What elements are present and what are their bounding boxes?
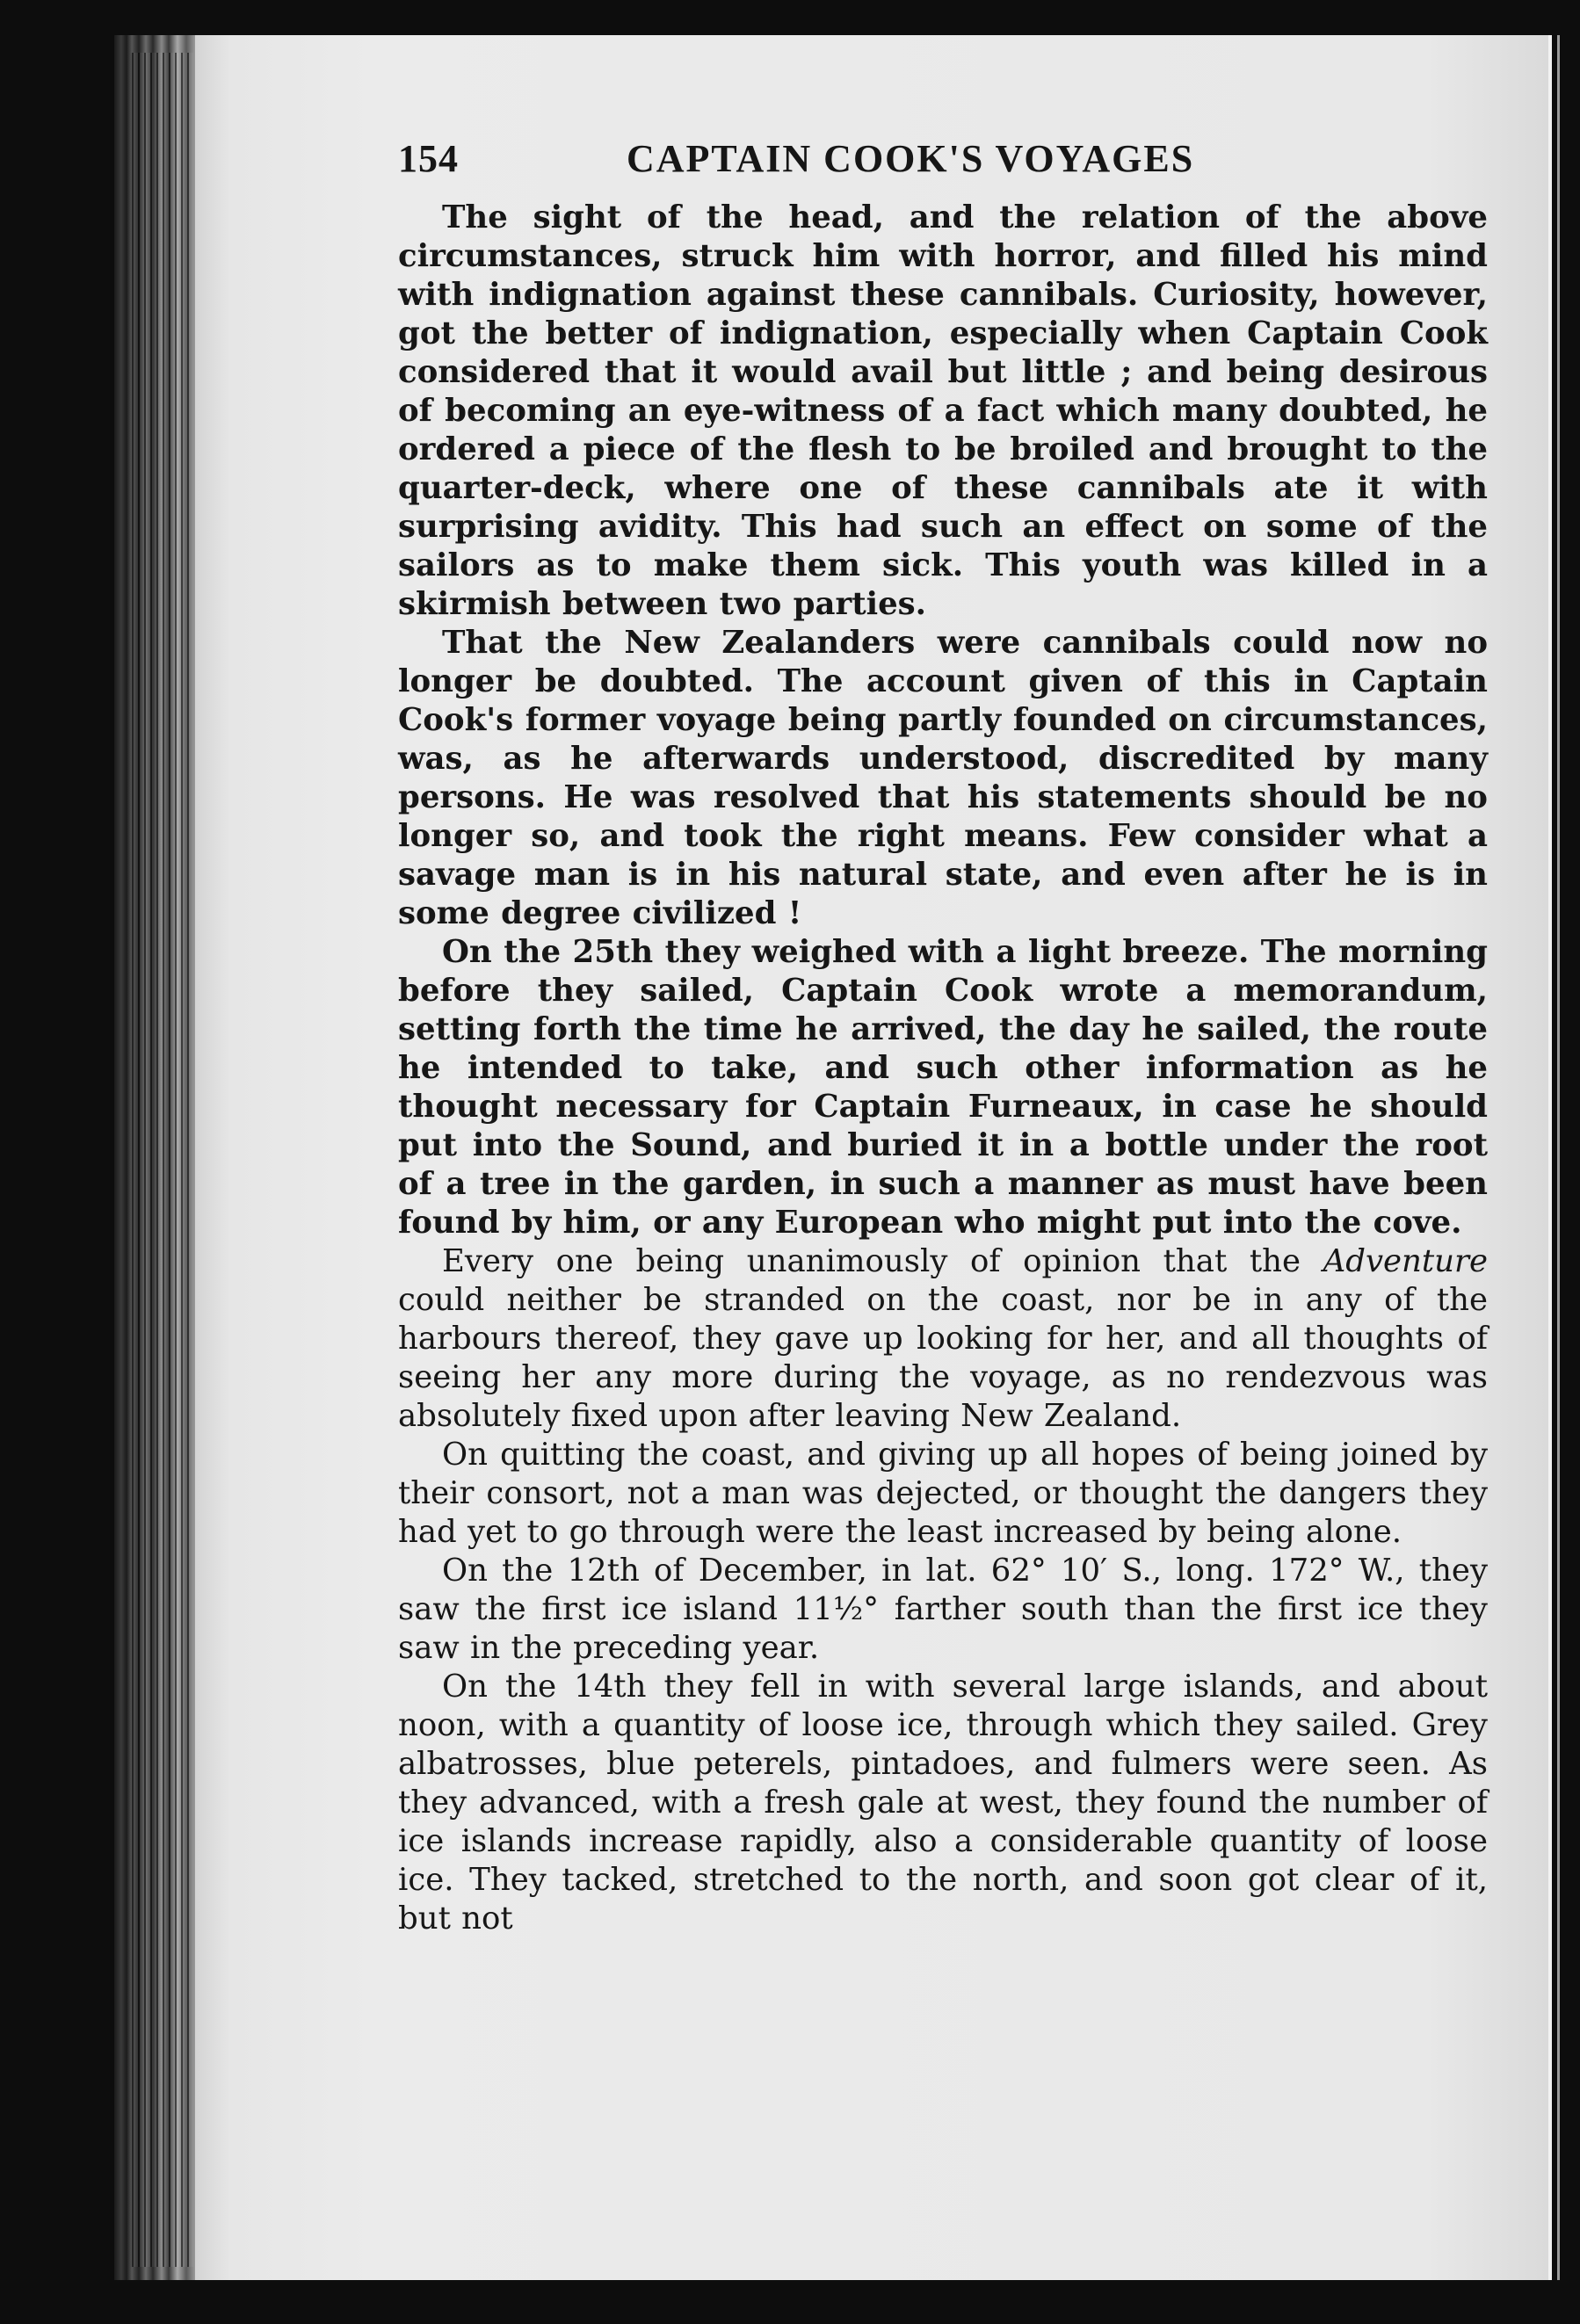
page-edge bbox=[1548, 35, 1552, 2280]
paragraph bbox=[398, 1242, 1488, 1436]
paragraph: On the 14th they fell in with several large islands, and about noon, with a quantity of loose ice, through which they sailed. Grey albatrosses, blue peterels, pintadoes, and fulmers were seen. As they advanced, with a fresh gale at west, they found the number of ice islands increase rapidly, also a considerable quantity of loose ice. They tacked, stretched to the north, and soon got clear of it, but not bbox=[398, 1669, 1488, 1937]
page-edge-shadow bbox=[1557, 35, 1560, 2280]
page-content bbox=[398, 132, 1488, 1938]
body-text bbox=[398, 199, 1488, 1938]
ship-name: Adventure bbox=[1323, 1243, 1488, 1279]
paragraph-text: Every one being unanimously of opinion that the bbox=[442, 1243, 1323, 1279]
page-number: 154 bbox=[398, 137, 459, 180]
page-header bbox=[398, 132, 1488, 186]
paragraph: On quitting the coast, and giving up all hopes of being joined by their consort, not a man was dejected, or thought the dangers they had yet to go through were the least increased by being alone. bbox=[398, 1437, 1488, 1550]
paragraph: On the 25th they weighed with a light breeze. The morning before they sailed, Captain Cook wrote a memorandum, setting forth the time he arrived, the day he sailed, the route he intended to take, and such other information as he thought necessary for Captain Furneaux, in case he should put into the Sound, and buried it in a bottle under the root of a tree in the garden, in such a manner as must have been found by him, or any European who might put into the cove. bbox=[398, 934, 1488, 1241]
paragraph: That the New Zealanders were cannibals could now no longer be doubted. The account given of this in Captain Cook's former voyage being partly founded on circumstances, was, as he afterwards understood, discredited by many persons. He was resolved that his statements should be no longer so, and took the right means. Few consider what a savage man is in his natural state, and even after he is in some degree civilized ! bbox=[398, 625, 1488, 931]
paragraph-text: could neither be stranded on the coast, nor be in any of the harbours thereof, they gave up looking for her, and all thoughts of seeing her any more during the voyage, as no rendezvous was absolutely fixed upon after leaving New Zealand. bbox=[398, 1282, 1488, 1434]
running-head: CAPTAIN COOK'S VOYAGES bbox=[627, 137, 1195, 180]
paragraph: On the 12th of December, in lat. 62° 10′ S., long. 172° W., they saw the first ice island 11½° farther south than the first ice they saw in the preceding year. bbox=[398, 1553, 1488, 1666]
paragraph: The sight of the head, and the relation of the above circumstances, struck him with horror, and filled his mind with indignation against these cannibals. Curiosity, however, got the better of indignation, especially when Captain Cook considered that it would avail but little ; and being desirous of becoming an eye-witness of a fact which many doubted, he ordered a piece of the flesh to be broiled and brought to the quarter-deck, where one of these cannibals ate it with surprising avidity. This had such an effect on some of the sailors as to make them sick. This youth was killed in a skirmish between two parties. bbox=[398, 199, 1488, 622]
binding-texture bbox=[132, 53, 193, 2267]
